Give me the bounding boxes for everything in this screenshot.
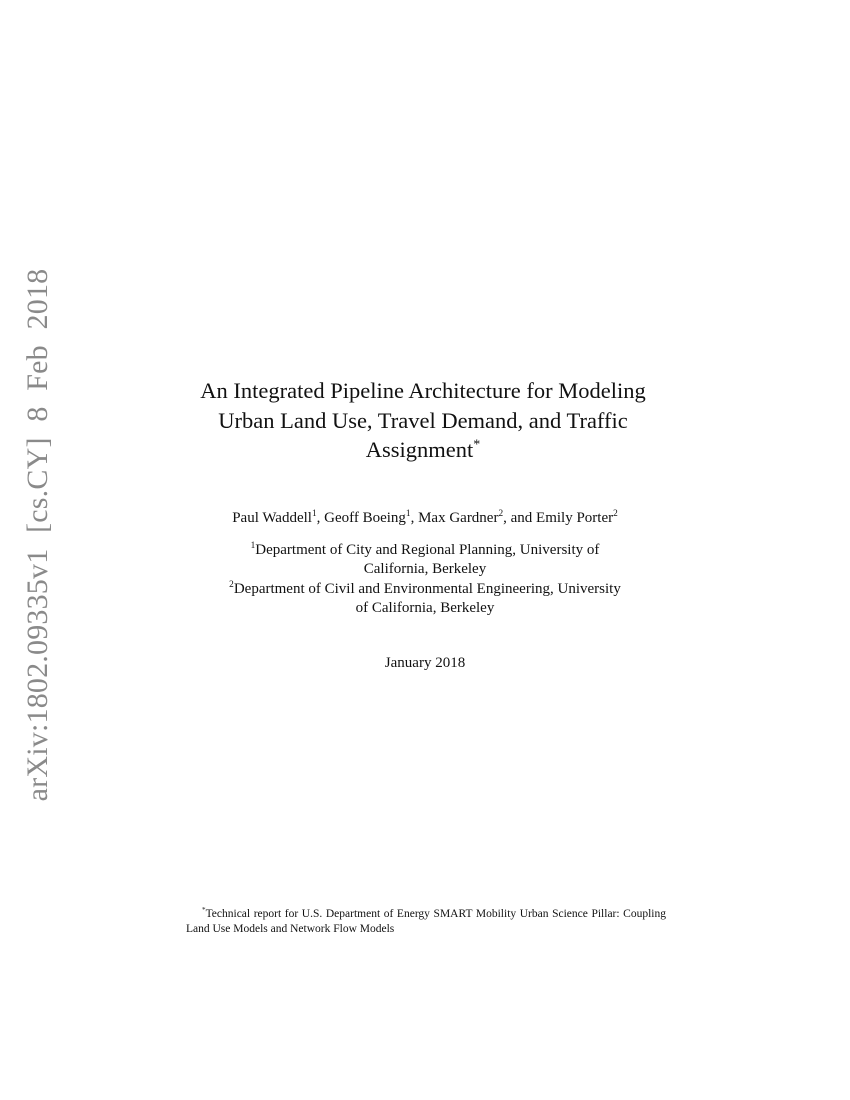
footnote-text: Technical report for U.S. Department of Energy SMART Mobility Urban Science Pillar: Coupling Land Use Models and Network Flow Models	[186, 908, 666, 935]
author-affiliation-mark: 2	[613, 509, 618, 519]
author-affiliation-mark: 1	[405, 509, 411, 519]
author-separator: ,	[410, 510, 419, 526]
title-footnote-mark: *	[473, 437, 481, 453]
affiliation-mark: 2	[229, 580, 234, 590]
author-name: Paul Waddell	[232, 510, 312, 526]
affiliation-2	[185, 580, 665, 618]
author-name: Geoff Boeing	[324, 510, 406, 526]
affiliation-line: of California, Berkeley	[355, 600, 495, 616]
footnote-mark: *	[202, 906, 206, 915]
title-footnote	[186, 907, 666, 937]
affiliation-1	[185, 541, 665, 579]
affiliation-mark: 1	[250, 541, 256, 551]
author-name: Emily Porter	[536, 510, 614, 526]
author-affiliation-mark: 2	[498, 509, 504, 519]
title-line-3	[168, 435, 678, 465]
author-separator: ,	[316, 510, 325, 526]
title-line-2: Urban Land Use, Travel Demand, and Traffic	[218, 407, 628, 433]
author-list	[130, 508, 720, 528]
affiliation-line: California, Berkeley	[363, 561, 487, 577]
title-line-1: An Integrated Pipeline Architecture for Modeling	[200, 378, 646, 403]
paper-title	[168, 376, 678, 465]
author-affiliation-mark: 1	[311, 509, 317, 519]
title-line-3-text: Assignment	[365, 437, 474, 462]
author-name: Max Gardner	[418, 510, 499, 526]
affiliation-line: Department of City and Regional Planning, University of	[255, 542, 600, 558]
publication-date: January 2018	[384, 655, 466, 671]
arxiv-identifier-stamp: arXiv:1802.09335v1 [cs.CY] 8 Feb 2018	[21, 268, 54, 802]
affiliation-line: Department of Civil and Environmental Engineering, University	[233, 581, 621, 597]
author-separator: , and	[503, 510, 537, 526]
